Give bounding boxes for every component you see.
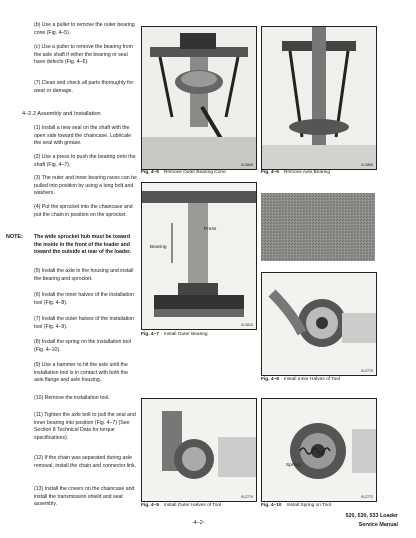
step-3: (3) The outer and inner bearing races can be pulled into position by using a long bolt and washers. — [34, 175, 137, 197]
step-7: (7) Clean and check all parts thoroughly for wear or damage. — [34, 80, 134, 94]
spring-label: Spring — [286, 463, 300, 468]
caption-text: Install Spring on Tool — [286, 503, 331, 508]
spring-on-tool-illustration — [262, 399, 376, 501]
step-c: (c) Use a puller to remove the bearing from the axle shaft if either the bearing or seal have defects (Fig. 4–6). — [34, 44, 133, 66]
outer-tool-halves-illustration — [142, 399, 256, 501]
inner-tool-halves-illustration — [262, 273, 376, 375]
section-heading: 4–2.2 Assembly and Installation — [22, 111, 101, 117]
page-number: -4–2- — [192, 520, 205, 526]
puller-on-shaft-illustration — [142, 27, 256, 169]
note-label: NOTE: — [6, 234, 23, 240]
surface-texture-illustration — [261, 193, 375, 261]
figure-number: Fig. 4–7 — [141, 332, 159, 337]
bearing-press-illustration — [142, 183, 256, 329]
figure-number: Fig. 4–9 — [141, 503, 159, 508]
step-13: (13) Install the covers on the chaincase and install the transmission shield and seat assembly. — [34, 486, 135, 508]
bearing-label: Bearing — [150, 245, 167, 250]
step-2: (2) Use a press to push the bearing onto the shaft (Fig. 4–7). — [34, 154, 136, 168]
step-1: (1) Install a new seal on the shaft with the open side toward the chaincase. Lubricate the seal with grease. — [34, 125, 132, 147]
figure-4-7-caption — [141, 332, 208, 337]
figure-number: Fig. 4–10 — [261, 503, 282, 508]
figure-4-9-photo — [141, 398, 257, 502]
figure-4-10-photo — [261, 398, 377, 502]
figure-4-7-photo — [141, 182, 257, 330]
figure-code: B-2770 — [361, 369, 373, 373]
figure-4-8-caption — [261, 377, 340, 382]
step-4: (4) Put the sprocket into the chaincase and put the chain in position on the sprocket. — [34, 204, 133, 218]
footer-manual-title: Service Manual — [358, 522, 398, 528]
figure-number: Fig. 4–5 — [141, 170, 159, 175]
figure-4-9-caption — [141, 503, 221, 508]
figure-number: Fig. 4–6 — [261, 170, 279, 175]
axle-bearing-puller-illustration — [262, 27, 376, 169]
caption-text: Install Outer Halves of Tool — [163, 503, 222, 508]
caption-text: Install Inner Halves of Tool — [283, 377, 341, 382]
step-11: (11) Tighten the axle bolt to pull the seal and inner bearing into position (Fig. 4–7) (See Section 8 Technical Data for torque specifications). — [34, 412, 136, 441]
figure-4-5-caption — [141, 170, 226, 175]
step-5: (5) Install the axle in the housing and install the bearing and sprocket. — [34, 268, 134, 282]
metal-surface-photo — [261, 193, 375, 261]
step-12: (12) If the chain was separated during axle removal, install the chain and connector link. — [34, 455, 137, 469]
figure-code: B-2772 — [361, 495, 373, 499]
caption-text: Remove Axle Bearing — [283, 170, 331, 175]
caption-text: Remove Outer Bearing Cone — [163, 170, 226, 175]
figure-code: B-2849 — [241, 163, 253, 167]
figure-code: B-2774 — [241, 495, 253, 499]
step-b: (b) Use a puller to remove the outer bearing cone (Fig. 4–5). — [34, 22, 135, 36]
figure-4-5-photo — [141, 26, 257, 170]
step-9: (9) Use a hammer to hit the axle until the installation tool is in contact with both the axle flange and axle housing. — [34, 362, 129, 384]
figure-4-6-caption — [261, 170, 330, 175]
press-label: Press — [204, 227, 217, 232]
figure-number: Fig. 4–8 — [261, 377, 279, 382]
figure-code: B-2810 — [241, 323, 253, 327]
figure-code: B-2865 — [361, 163, 373, 167]
note-text: The wide sprocket hub must be toward the inside in the front of the loader and toward the outside at rear of the loader. — [34, 234, 132, 256]
figure-4-6-photo — [261, 26, 377, 170]
caption-text: Install Outer Bearing — [163, 332, 208, 337]
step-10: (10) Remove the installation tool. — [34, 395, 110, 401]
figure-4-10-caption — [261, 503, 331, 508]
step-7b: (7) Install the outer halves of the installation tool (Fig. 4–9). — [34, 316, 135, 330]
step-6: (6) Install the inner halves of the installation tool (Fig. 4–8). — [34, 292, 134, 306]
step-8: (8) Install the spring on the installation tool (Fig. 4–10). — [34, 339, 132, 353]
figure-4-8-photo — [261, 272, 377, 376]
footer-model: 520, 530, 533 Loader — [345, 513, 398, 519]
